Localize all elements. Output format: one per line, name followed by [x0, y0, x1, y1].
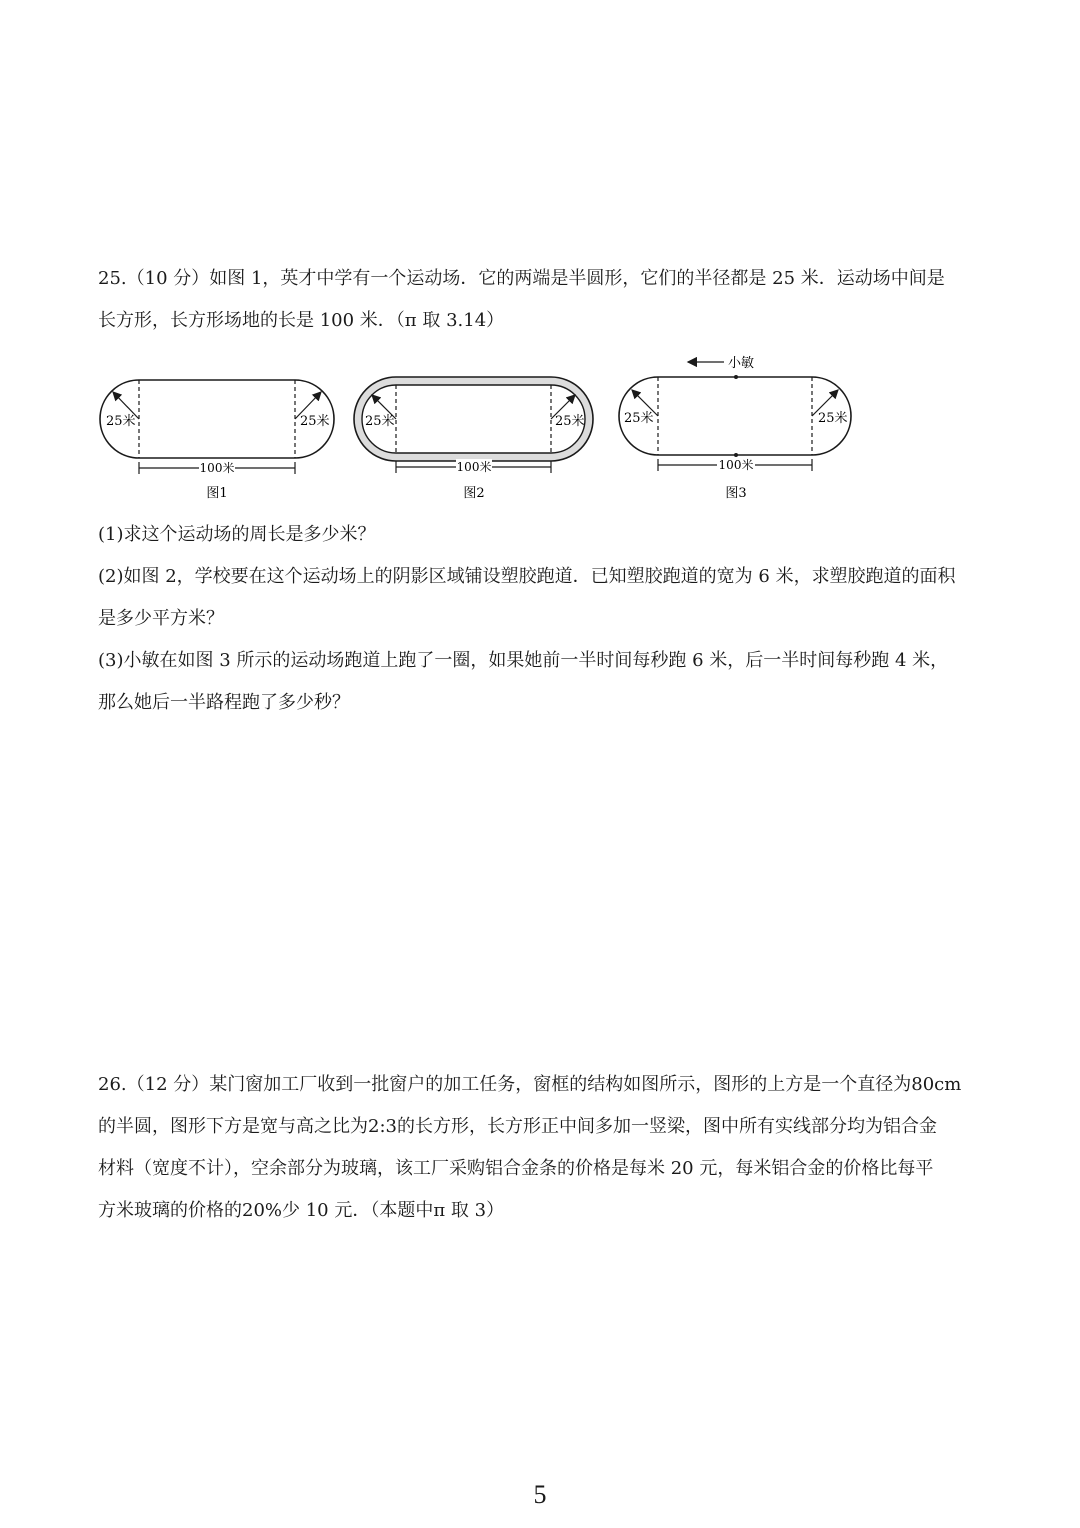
figure-2-length: 100米	[456, 460, 492, 474]
figure-3	[619, 356, 851, 501]
figure-3-radius-right: 25米	[818, 411, 848, 426]
figure-1-caption: 图1	[206, 486, 228, 501]
figure-1-length: 100米	[199, 461, 235, 475]
question-25-part-1-text: (1)求这个运动场的周长是多少米？	[98, 524, 376, 545]
figure-1	[100, 380, 334, 501]
question-26-line-1: 26.（12 分）某门窗加工厂收到一批窗户的加工任务，窗框的结构如图所示，图形的上方是一个直径为80cm	[98, 1074, 962, 1095]
question-25-line-1: 25.（10 分）如图 1，英才中学有一个运动场．它的两端是半圆形，它们的半径都是 25 米．运动场中间是	[98, 268, 945, 289]
figure-3-radius-left: 25米	[624, 411, 654, 426]
question-25-part-3-line-1: (3)小敏在如图 3 所示的运动场跑道上跑了一圈，如果她前一半时间每秒跑 6 米，后一半时间每秒跑 4 米，	[98, 650, 949, 671]
figure-2-radius-right: 25米	[555, 414, 585, 429]
figure-1-radius-left: 25米	[106, 414, 136, 429]
question-25-part-3-line-2: 那么她后一半路程跑了多少秒？	[98, 692, 350, 713]
question-25-part-1	[98, 514, 998, 556]
figures-row	[96, 350, 866, 510]
figure-3-length: 100米	[718, 458, 754, 472]
question-26-line-2: 的半圆，图形下方是宽与高之比为2:3的长方形，长方形正中间多加一竖梁，图中所有实线部分均为铝合金	[98, 1116, 937, 1137]
question-25-part-2-line-2: 是多少平方米？	[98, 608, 224, 629]
question-26-line-3: 材料（宽度不计），空余部分为玻璃，该工厂采购铝合金条的价格是每米 20 元，每米铝合金的价格比每平	[98, 1158, 934, 1179]
figure-2-radius-left: 25米	[365, 414, 395, 429]
question-25-part-2	[98, 556, 998, 640]
figure-2-caption: 图2	[463, 486, 485, 501]
question-26-stem	[98, 1064, 998, 1232]
question-25-line-2: 长方形，长方形场地的长是 100 米．（π 取 3.14）	[98, 310, 505, 331]
page-number: 5	[533, 1480, 547, 1509]
question-25-part-2-line-1: (2)如图 2，学校要在这个运动场上的阴影区域铺设塑胶跑道．已知塑胶跑道的宽为 6 米，求塑胶跑道的面积	[98, 566, 956, 587]
figure-1-radius-right: 25米	[300, 414, 330, 429]
question-25-stem	[98, 258, 998, 342]
question-26-line-4: 方米玻璃的价格的20%少 10 元．（本题中π 取 3）	[98, 1200, 505, 1221]
figure-2	[354, 377, 593, 501]
figure-3-caption: 图3	[725, 486, 747, 501]
question-25-part-3	[98, 640, 998, 724]
figure-3-runner: 小敏	[728, 356, 755, 371]
